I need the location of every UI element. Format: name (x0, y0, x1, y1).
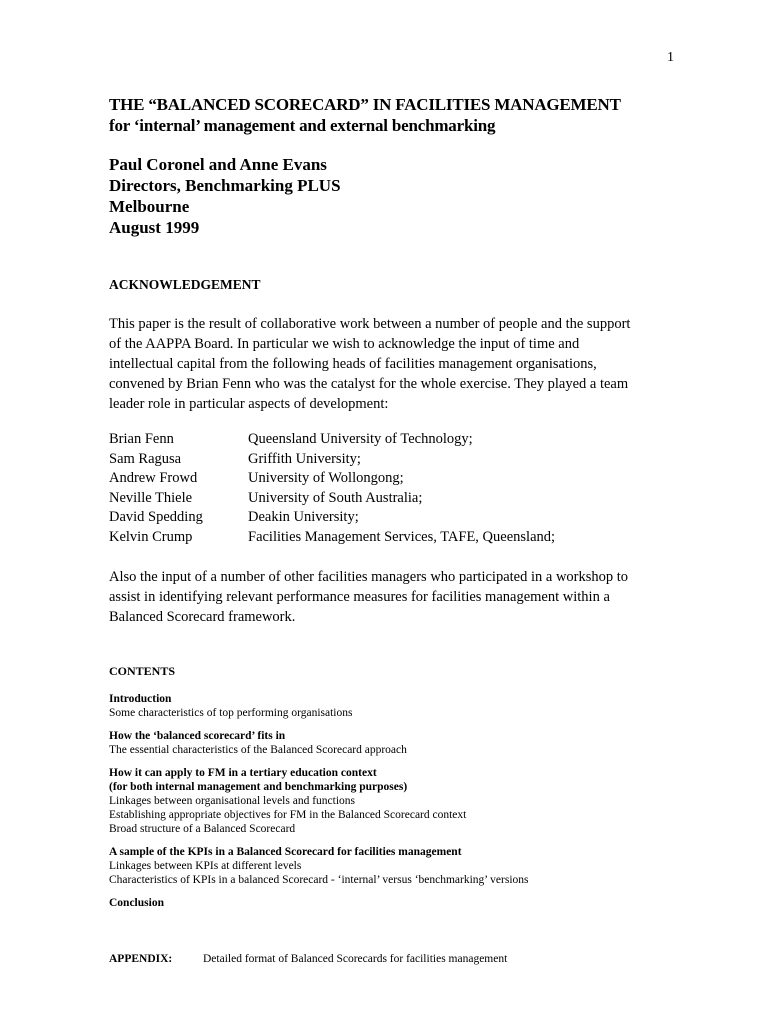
toc-section (109, 766, 709, 836)
contributor-organisation: Facilities Management Services, TAFE, Queensland; (248, 528, 556, 545)
contributor-organisation: Queensland University of Technology; (248, 431, 473, 447)
toc-section (109, 729, 709, 757)
toc-section-heading: A sample of the KPIs in a Balanced Scorecard for facilities management (109, 846, 462, 858)
contributor-name: Brian Fenn (109, 431, 174, 447)
contributor-row (109, 450, 555, 470)
paragraph-line: Balanced Scorecard framework. (109, 609, 296, 625)
toc-item: Some characteristics of top performing organisations (109, 707, 353, 719)
contributor-row (109, 489, 555, 509)
toc-section (109, 845, 709, 887)
author-block (109, 154, 341, 238)
appendix-entry (109, 953, 507, 965)
appendix-text: Detailed format of Balanced Scorecards for facilities management (203, 953, 508, 965)
author-line: Directors, Benchmarking PLUS (109, 176, 341, 195)
toc-item: Linkages between organisational levels and functions (109, 795, 356, 807)
author-line: Melbourne (109, 197, 190, 216)
contributor-row (109, 508, 555, 528)
appendix-label: APPENDIX: (109, 953, 173, 965)
toc-section (109, 692, 709, 720)
toc-section-subheading: (for both internal management and benchmarking purposes) (109, 781, 408, 793)
title-line-1: THE “BALANCED SCORECARD” IN FACILITIES MANAGEMENT (109, 95, 621, 114)
contributor-organisation: Deakin University; (248, 509, 359, 525)
contributor-name: Andrew Frowd (109, 470, 198, 486)
toc-section-heading: How the ‘balanced scorecard’ fits in (109, 730, 286, 742)
contributor-row (109, 430, 555, 450)
author-line: Paul Coronel and Anne Evans (109, 155, 327, 174)
acknowledgement-heading: ACKNOWLEDGEMENT (109, 277, 261, 292)
toc-item: Establishing appropriate objectives for FM in the Balanced Scorecard context (109, 809, 467, 821)
paragraph-line: intellectual capital from the following heads of facilities management organisations, (109, 356, 597, 372)
paragraph-line: convened by Brian Fenn who was the catalyst for the whole exercise. They played a team (109, 376, 629, 392)
contributor-row (109, 528, 555, 548)
toc-item: Characteristics of KPIs in a balanced Scorecard - ‘internal’ versus ‘benchmarking’ versions (109, 874, 529, 886)
contributor-name: Sam Ragusa (109, 450, 182, 467)
toc-section-heading: How it can apply to FM in a tertiary education context (109, 767, 377, 779)
toc-item: Linkages between KPIs at different levels (109, 860, 302, 872)
acknowledgement-paragraph (109, 314, 689, 414)
contributor-name: David Spedding (109, 509, 203, 525)
toc-section-heading: Introduction (109, 693, 172, 705)
workshop-paragraph (109, 567, 679, 627)
page-number: 1 (667, 50, 674, 65)
contributor-row (109, 469, 555, 489)
paragraph-line: of the AAPPA Board. In particular we wish to acknowledge the input of time and (109, 336, 580, 352)
paragraph-line: assist in identifying relevant performance measures for facilities management within a (109, 589, 610, 605)
contents-heading: CONTENTS (109, 664, 176, 678)
contributor-name: Neville Thiele (109, 489, 193, 506)
toc-section-heading: Conclusion (109, 897, 164, 909)
contributor-organisation: University of Wollongong; (248, 470, 404, 486)
contributor-name: Kelvin Crump (109, 528, 193, 545)
paragraph-line: leader role in particular aspects of development: (109, 396, 389, 412)
title-line-2: for ‘internal’ management and external benchmarking (109, 116, 496, 135)
toc-item: The essential characteristics of the Balanced Scorecard approach (109, 744, 407, 756)
toc-section (109, 896, 709, 910)
document-title (109, 94, 621, 136)
contributor-organisation: University of South Australia; (248, 489, 423, 506)
table-of-contents (109, 692, 709, 919)
paragraph-line: This paper is the result of collaborative work between a number of people and the support (109, 316, 631, 332)
contributors-list (109, 430, 555, 547)
author-line: August 1999 (109, 218, 200, 237)
toc-item: Broad structure of a Balanced Scorecard (109, 823, 296, 835)
contributor-organisation: Griffith University; (248, 450, 361, 467)
paragraph-line: Also the input of a number of other facilities managers who participated in a workshop to (109, 569, 629, 585)
